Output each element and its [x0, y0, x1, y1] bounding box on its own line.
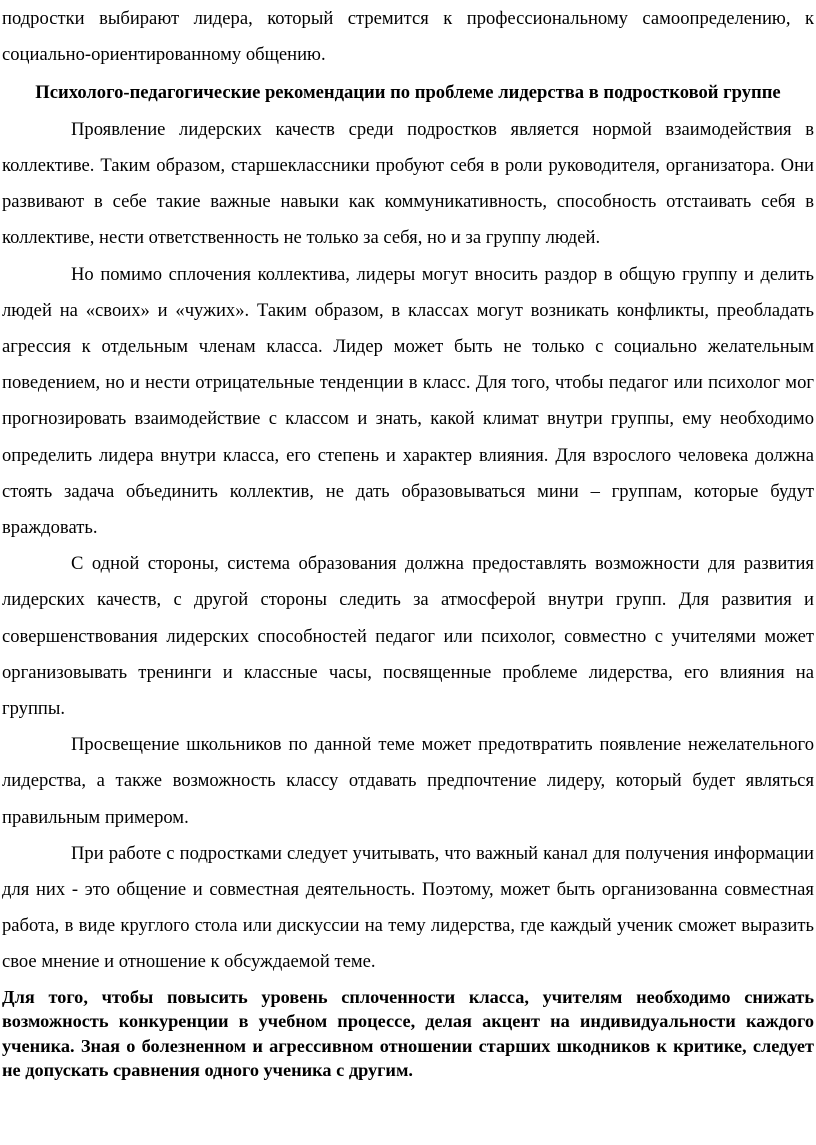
paragraph-intro-continuation: подростки выбирают лидера, который стремится к профессиональному самоопределению, к социально-ориентированному общению.	[2, 8, 814, 66]
paragraph-leadership-norm: Проявление лидерских качеств среди подростков является нормой взаимодействия в коллективе. Таким образом, старшеклассники пробуют себя в роли руководителя, организатора. Они развивают в себе такие важные навыки как коммуникативность, способность отстаивать себя в коллективе, нести ответственность не только за себя, но и за группу людей.	[2, 118, 814, 249]
paragraph-cohesion-bold: Для того, чтобы повысить уровень сплоченности класса, учителям необходимо снижать возможность конкуренции в учебном процессе, делая акцент на индивидуальности каждого ученика. Зная о болезненном и агрессивном отношении старших шкодников к критике, следует не допускать сравнения одного ученика с другим.	[2, 986, 814, 1081]
paragraph-student-education: Просвещение школьников по данной теме может предотвратить появление нежелательного лидерства, а также возможность классу отдавать предпочтение лидеру, который будет являться правильным примером.	[2, 734, 814, 828]
paragraph-leader-conflicts: Но помимо сплочения коллектива, лидеры могут вносить раздор в общую группу и делить людей на «своих» и «чужих». Таким образом, в классах могут возникать конфликты, преобладать агрессия к отдельным членам класса. Лидер может быть не только с социально желательным поведением, но и нести отрицательные тенденции в класс. Для того, чтобы педагог или психолог мог прогнозировать взаимодействие с классом и знать, какой климат внутри группы, ему необходимо определить лидера внутри класса, его степень и характер влияния. Для взрослого человека должна стоять задача объединить коллектив, не дать образовываться мини – группам, которые будут враждовать.	[2, 263, 814, 539]
paragraph-communication-channel: При работе с подростками следует учитывать, что важный канал для получения информации для них - это общение и совместная деятельность. Поэтому, может быть организованна совместная работа, в виде круглого стола или дискуссии на тему лидерства, где каждый ученик сможет выразить свое мнение и отношение к обсуждаемой теме.	[2, 842, 814, 973]
paragraph-education-system: С одной стороны, система образования должна предоставлять возможности для развития лидерских качеств, с другой стороны следить за атмосферой внутри групп. Для развития и совершенствования лидерских способностей педагог или психолог, совместно с учителями может организовывать тренинги и классные часы, посвященные проблеме лидерства, его влияния на группы.	[2, 553, 814, 720]
section-heading: Психолого-педагогические рекомендации по проблеме лидерства в подростковой группе	[35, 82, 781, 104]
